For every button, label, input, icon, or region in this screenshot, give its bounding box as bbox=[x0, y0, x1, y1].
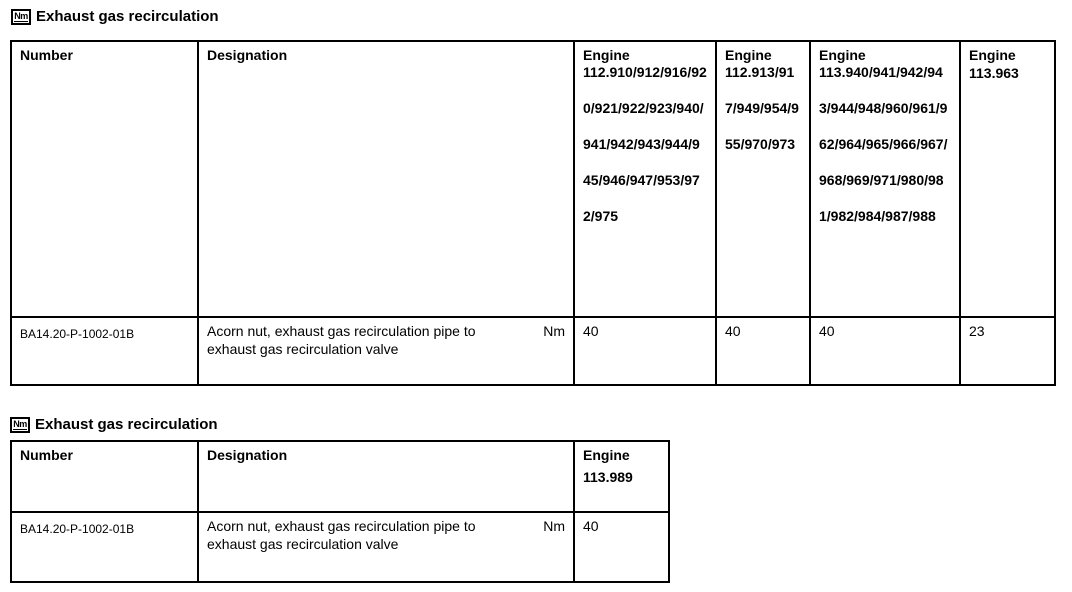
engine-models: 113.940/941/942/943/944/948/960/961/962/964/965/966/967/968/969/971/980/981/982/984/987/988 bbox=[819, 64, 948, 224]
section-title-text: Exhaust gas recirculation bbox=[36, 8, 219, 25]
torque-nm-icon: Nm bbox=[10, 417, 30, 433]
designation-text: Acorn nut, exhaust gas recirculation pipe to exhaust gas recirculation valve bbox=[207, 518, 476, 552]
header-number: Number bbox=[11, 441, 198, 512]
engine-models: 112.910/912/916/920/921/922/923/940/941/942/943/944/945/946/947/953/972/975 bbox=[583, 64, 707, 224]
header-designation: Designation bbox=[198, 441, 574, 512]
table-header-row bbox=[11, 441, 669, 512]
engine-label: Engine bbox=[819, 47, 866, 63]
row-number: BA14.20-P-1002-01B bbox=[11, 317, 198, 385]
table-header-row bbox=[11, 41, 1055, 317]
header-number: Number bbox=[11, 41, 198, 317]
header-engine bbox=[810, 41, 960, 317]
torque-value: 40 bbox=[810, 317, 960, 385]
engine-models: 113.963 bbox=[969, 65, 1019, 81]
header-engine bbox=[574, 41, 716, 317]
row-designation bbox=[198, 317, 574, 385]
header-engine bbox=[574, 441, 669, 512]
section-title-2 bbox=[10, 416, 218, 434]
torque-value: 40 bbox=[574, 512, 669, 582]
engine-label: Engine bbox=[583, 447, 630, 463]
torque-value: 40 bbox=[574, 317, 716, 385]
header-designation: Designation bbox=[198, 41, 574, 317]
unit-label: Nm bbox=[543, 518, 565, 534]
row-number: BA14.20-P-1002-01B bbox=[11, 512, 198, 582]
header-engine bbox=[960, 41, 1055, 317]
engine-models: 112.913/917/949/954/955/970/973 bbox=[725, 64, 799, 152]
engine-models: 113.989 bbox=[583, 469, 633, 485]
header-engine bbox=[716, 41, 810, 317]
engine-label: Engine bbox=[969, 47, 1016, 63]
table-row bbox=[11, 512, 669, 582]
torque-table-2 bbox=[10, 440, 670, 583]
torque-table-1 bbox=[10, 40, 1056, 386]
engine-label: Engine bbox=[583, 47, 630, 63]
torque-value: 40 bbox=[716, 317, 810, 385]
table-row bbox=[11, 317, 1055, 385]
torque-value: 23 bbox=[960, 317, 1055, 385]
section-title-1 bbox=[11, 8, 219, 26]
designation-text: Acorn nut, exhaust gas recirculation pipe to exhaust gas recirculation valve bbox=[207, 323, 476, 357]
section-title-text: Exhaust gas recirculation bbox=[35, 416, 218, 433]
row-designation bbox=[198, 512, 574, 582]
unit-label: Nm bbox=[543, 323, 565, 339]
torque-nm-icon: Nm bbox=[11, 9, 31, 25]
engine-label: Engine bbox=[725, 47, 772, 63]
